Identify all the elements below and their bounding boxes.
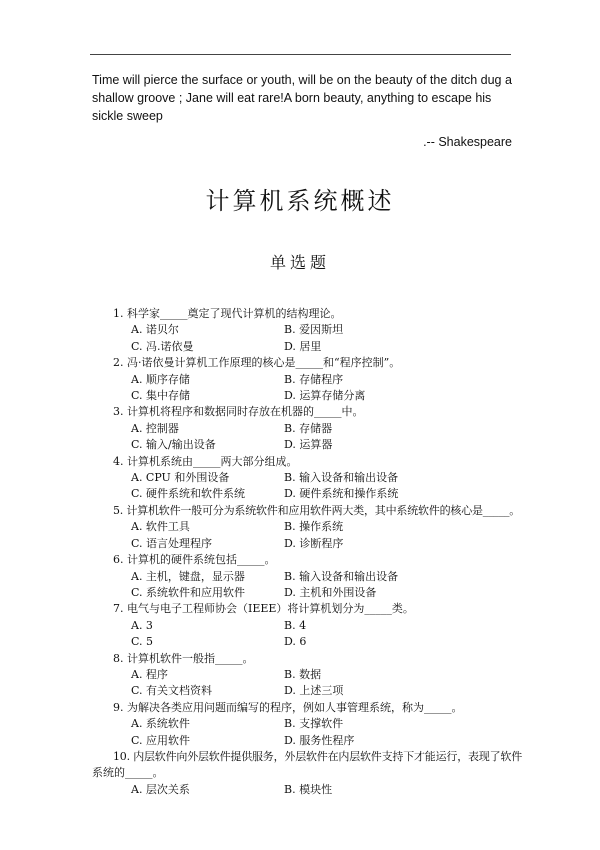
option-d: D. 6 [284, 635, 307, 649]
option-b: B. 支撑软件 [284, 717, 344, 731]
question-stem: 9. 为解决各类应用问题而编写的程序，例如人事管理系统，称为_____。 [113, 700, 463, 714]
option-a: A. 主机，键盘，显示器 [131, 569, 245, 583]
question [0, 454, 600, 503]
option-c: C. 系统软件和应用软件 [131, 585, 246, 599]
option-b: B. 输入设备和输出设备 [284, 569, 399, 583]
question [0, 306, 600, 355]
option-d: D. 运算器 [284, 438, 333, 452]
question-stem: 8. 计算机软件一般指_____。 [113, 651, 254, 665]
option-a: A. 顺序存储 [131, 372, 190, 386]
option-d: D. 运算存储分离 [284, 389, 366, 403]
option-c: C. 有关文档资料 [131, 684, 213, 698]
question-list [0, 306, 600, 798]
question-stem: 4. 计算机系统由_____两大部分组成。 [113, 454, 298, 468]
header-rule [90, 54, 511, 55]
page-title: 计算机系统概述 [205, 187, 395, 215]
option-c: C. 硬件系统和软件系统 [131, 487, 246, 501]
option-b: B. 模块性 [284, 782, 333, 796]
option-b: B. 存储程序 [284, 372, 344, 386]
option-b: B. 爱因斯坦 [284, 323, 344, 337]
question-stem: 3. 计算机将程序和数据同时存放在机器的_____中。 [113, 405, 364, 419]
option-d: D. 服务性程序 [284, 733, 355, 747]
option-d: D. 居里 [284, 339, 322, 353]
option-a: A. 诺贝尔 [131, 323, 179, 337]
question [0, 355, 600, 404]
question [0, 700, 600, 749]
quote-attribution: .-- Shakespeare [423, 135, 512, 149]
option-c: C. 集中存储 [131, 389, 191, 403]
option-c: C. 语言处理程序 [131, 536, 213, 550]
option-a: A. 控制器 [131, 421, 179, 435]
option-a: A. 3 [131, 618, 153, 632]
option-c: C. 5 [131, 635, 154, 649]
question [0, 552, 600, 601]
option-d: D. 主机和外围设备 [284, 585, 377, 599]
option-c: C. 冯.诺依曼 [131, 339, 194, 353]
question [0, 601, 600, 650]
option-d: D. 硬件系统和操作系统 [284, 487, 399, 501]
option-c: C. 应用软件 [131, 733, 191, 747]
question [0, 749, 600, 798]
option-a: A. CPU 和外围设备 [131, 471, 230, 485]
option-d: D. 诊断程序 [284, 536, 344, 550]
option-b: B. 存储器 [284, 421, 333, 435]
question-stem-line2: 系统的_____。 [92, 766, 164, 780]
question-stem: 7. 电气与电子工程师协会（IEEE）将计算机划分为_____类。 [113, 602, 414, 616]
option-b: B. 操作系统 [284, 520, 344, 534]
question-stem: 6. 计算机的硬件系统包括_____。 [113, 553, 276, 567]
option-c: C. 输入/输出设备 [131, 438, 216, 452]
option-d: D. 上述三项 [284, 684, 344, 698]
question-stem: 1. 科学家_____奠定了现代计算机的结构理论。 [113, 307, 342, 320]
question-stem-line1: 10. 内层软件向外层软件提供服务，外层软件在内层软件支持下才能运行，表现了软件 [113, 749, 522, 763]
question-stem: 2. 冯·诺依曼计算机工作原理的核心是_____和“程序控制”。 [113, 356, 401, 370]
option-b: B. 4 [284, 618, 307, 632]
option-b: B. 输入设备和输出设备 [284, 471, 399, 485]
question [0, 404, 600, 453]
option-b: B. 数据 [284, 667, 322, 681]
question [0, 503, 600, 552]
question [0, 651, 600, 700]
question-stem: 5. 计算机软件一般可分为系统软件和应用软件两大类，其中系统软件的核心是_____。 [113, 503, 521, 517]
section-heading: 单选题 [269, 253, 330, 272]
quote-text: Time will pierce the surface or youth, will be on the beauty of the ditch dug a shallow groove ; Jane will eat rare!A born beauty, anything to escape his sickle sweep [92, 73, 512, 123]
option-a: A. 系统软件 [131, 717, 190, 731]
option-a: A. 程序 [131, 667, 168, 681]
option-a: A. 层次关系 [131, 782, 190, 796]
option-a: A. 软件工具 [131, 520, 190, 534]
